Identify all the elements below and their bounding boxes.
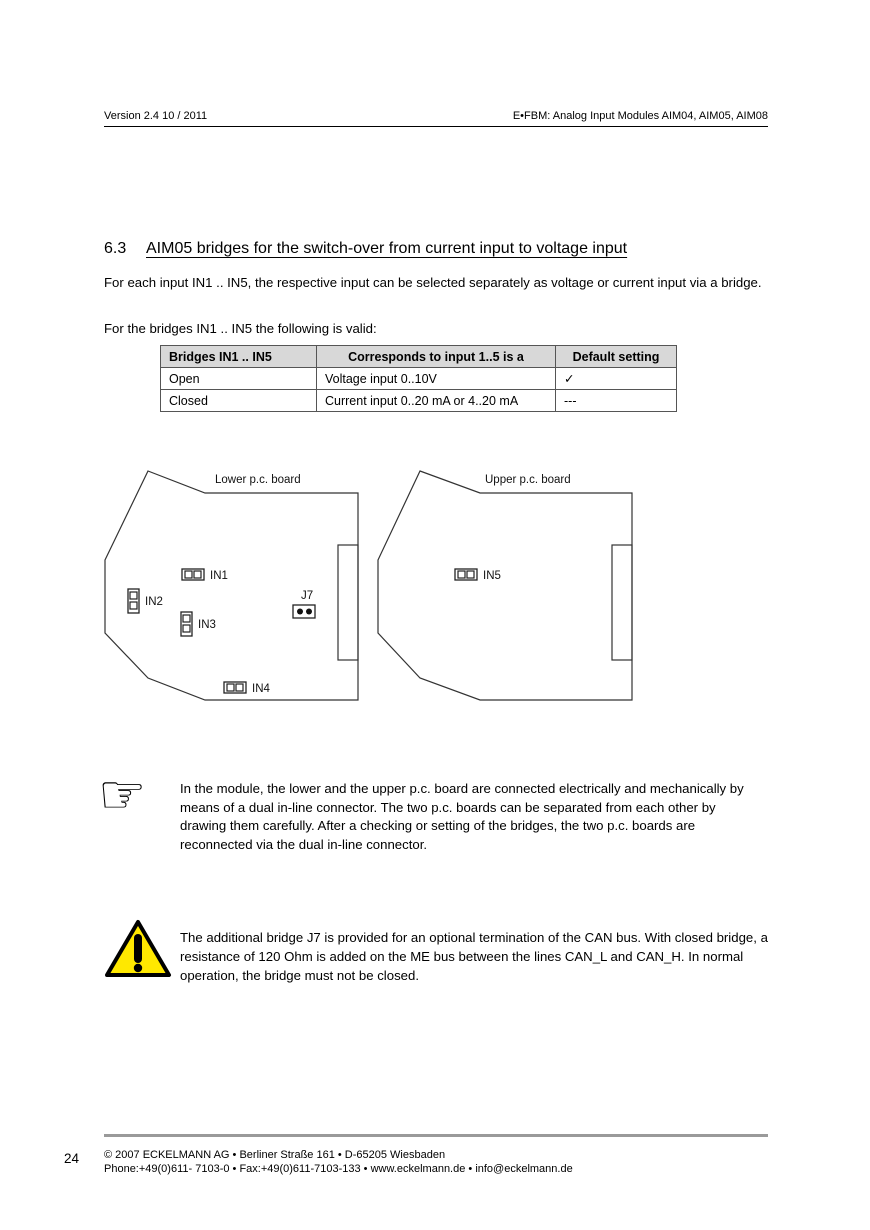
footer-page-number: 24 bbox=[64, 1151, 80, 1166]
jumper-in5-label: IN5 bbox=[483, 570, 501, 582]
cell-default-dashes: --- bbox=[556, 390, 677, 412]
footer-contact: Phone:+49(0)611- 7103-0 • Fax:+49(0)611-7103-133 • www.eckelmann.de • info@eckelmann.de bbox=[104, 1163, 573, 1175]
intro-paragraph: For each input IN1 .. IN5, the respective input can be selected separately as voltage or current input via a bridge. bbox=[104, 275, 762, 290]
jumper-in4-label: IN4 bbox=[252, 683, 270, 695]
jumper-in2-label: IN2 bbox=[145, 596, 163, 608]
cell-default-check: ✓ bbox=[556, 368, 677, 390]
jumper-j7-label: J7 bbox=[301, 590, 314, 602]
pointing-hand-icon: ☞ bbox=[98, 763, 147, 826]
header-rule bbox=[104, 126, 768, 127]
jumper-in2-icon bbox=[128, 589, 139, 613]
bridges-table bbox=[160, 345, 677, 412]
section-title: AIM05 bridges for the switch-over from current input to voltage input bbox=[146, 240, 628, 257]
header-document-title: E•FBM: Analog Input Modules AIM04, AIM05, AIM08 bbox=[512, 110, 768, 122]
section-heading bbox=[104, 240, 627, 258]
table-row bbox=[161, 368, 677, 390]
pc-board-diagram bbox=[100, 465, 660, 715]
lower-board-label: Lower p.c. board bbox=[215, 474, 301, 486]
table-lead-paragraph: For the bridges IN1 .. IN5 the following is valid: bbox=[104, 321, 377, 336]
upper-board-label: Upper p.c. board bbox=[485, 474, 571, 486]
jumper-in5-icon bbox=[455, 569, 477, 580]
jumper-in4-icon bbox=[224, 682, 246, 693]
cell-corresponds-voltage: Voltage input 0..10V bbox=[317, 368, 556, 390]
upper-board-connector bbox=[612, 545, 632, 660]
upper-board-outline bbox=[378, 471, 632, 700]
lower-board-connector bbox=[338, 545, 358, 660]
warning-triangle-icon bbox=[103, 918, 173, 980]
table-header-row bbox=[161, 346, 677, 368]
jumper-j7-icon bbox=[293, 605, 315, 618]
section-number: 6.3 bbox=[104, 240, 127, 257]
warning-text: The additional bridge J7 is provided for an optional termination of the CAN bus. With closed bridge, a resistance of 120 Ohm is added on the ME bus between the lines CAN_L and CAN_H. In normal operation, the bridge must not be closed. bbox=[180, 930, 768, 983]
footer-rule bbox=[104, 1134, 768, 1137]
note-text: In the module, the lower and the upper p.c. board are connected electrically and mechanically by means of a dual in-line connector. The two p.c. boards can be separated from each other by drawing them carefully. After a checking or setting of the bridges, the two p.c. boards are reconnected via the dual in-line connector. bbox=[180, 781, 744, 852]
jumper-in1-label: IN1 bbox=[210, 570, 228, 582]
cell-bridge-open: Open bbox=[161, 368, 317, 390]
jumper-in3-icon bbox=[181, 612, 192, 636]
col-header-corresponds: Corresponds to input 1..5 is a bbox=[317, 346, 556, 368]
cell-bridge-closed: Closed bbox=[161, 390, 317, 412]
header-version: Version 2.4 10 / 2011 bbox=[104, 110, 208, 122]
col-header-bridges: Bridges IN1 .. IN5 bbox=[161, 346, 317, 368]
lower-board-outline bbox=[105, 471, 358, 700]
footer-copyright: © 2007 ECKELMANN AG • Berliner Straße 161 • D-65205 Wiesbaden bbox=[104, 1149, 446, 1161]
jumper-in3-label: IN3 bbox=[198, 619, 216, 631]
warning-exclamation-dot bbox=[134, 964, 142, 972]
col-header-default: Default setting bbox=[556, 346, 677, 368]
cell-corresponds-current: Current input 0..20 mA or 4..20 mA bbox=[317, 390, 556, 412]
jumper-in1-icon bbox=[182, 569, 204, 580]
table-row bbox=[161, 390, 677, 412]
